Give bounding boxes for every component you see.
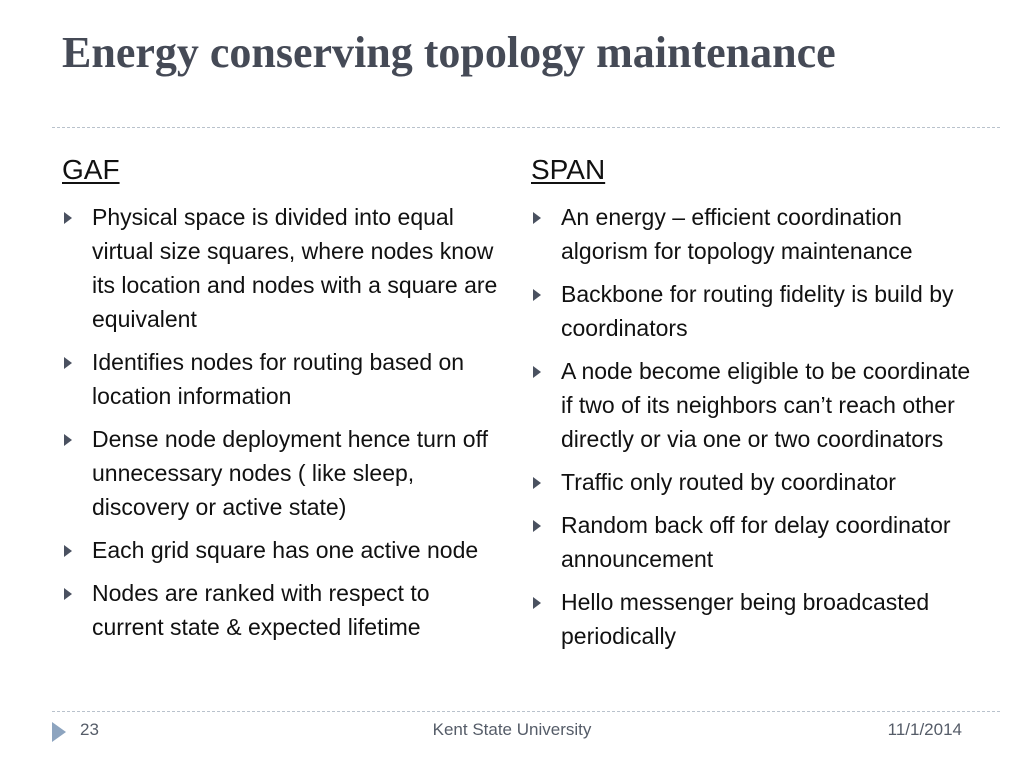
triangle-bullet-icon (533, 520, 541, 532)
bullet-text: Traffic only routed by coordinator (561, 469, 896, 495)
triangle-bullet-icon (64, 545, 72, 557)
list-item (62, 345, 502, 413)
span-column (531, 152, 971, 662)
triangle-bullet-icon (64, 434, 72, 446)
bullet-text: Hello messenger being broadcasted periodically (561, 589, 930, 649)
triangle-bullet-icon (533, 289, 541, 301)
bullet-text: Physical space is divided into equal virtual size squares, where nodes know its location and nodes with a square are equivalent (92, 204, 498, 332)
list-item (531, 585, 971, 653)
footer-date: 11/1/2014 (887, 720, 962, 739)
list-item (531, 508, 971, 576)
list-item (62, 576, 502, 644)
bullet-text: Each grid square has one active node (92, 537, 479, 563)
triangle-bullet-icon (533, 597, 541, 609)
triangle-bullet-icon (64, 357, 72, 369)
footer-divider (52, 711, 1000, 712)
slide-number: 23 (80, 720, 99, 739)
gaf-heading: GAF (62, 154, 120, 185)
triangle-bullet-icon (533, 212, 541, 224)
title-divider (52, 127, 1000, 128)
list-item (531, 465, 971, 499)
bullet-text: Random back off for delay coordinator announcement (561, 512, 951, 572)
list-item (62, 533, 502, 567)
bullet-text: Backbone for routing fidelity is build by coordinators (561, 281, 954, 341)
span-bullet-list (531, 200, 971, 653)
footer-institution: Kent State University (432, 720, 592, 739)
slide-title: Energy conserving topology maintenance (62, 28, 836, 77)
gaf-bullet-list (62, 200, 502, 644)
triangle-bullet-icon (533, 366, 541, 378)
list-item (531, 200, 971, 268)
bullet-text: An energy – efficient coordination algorism for topology maintenance (561, 204, 913, 264)
gaf-column (62, 152, 502, 653)
bullet-text: A node become eligible to be coordinate if two of its neighbors can’t reach other directly or via one or two coordinators (561, 358, 971, 452)
bullet-text: Nodes are ranked with respect to current state & expected lifetime (92, 580, 430, 640)
list-item (62, 422, 502, 524)
triangle-bullet-icon (64, 588, 72, 600)
triangle-bullet-icon (64, 212, 72, 224)
list-item (531, 277, 971, 345)
bullet-text: Identifies nodes for routing based on location information (92, 349, 465, 409)
list-item (531, 354, 971, 456)
list-item (62, 200, 502, 336)
bullet-text: Dense node deployment hence turn off unnecessary nodes ( like sleep, discovery or active state) (92, 426, 488, 520)
span-heading: SPAN (531, 154, 606, 185)
triangle-bullet-icon (533, 477, 541, 489)
